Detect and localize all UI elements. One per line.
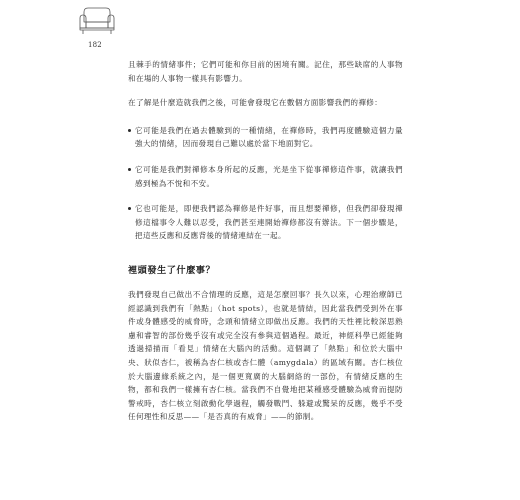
page-number: 182 xyxy=(88,41,102,49)
list-item xyxy=(128,124,403,151)
bullet-text: 它可能是我們對禪修本身所起的反應，光是坐下從事禪修這件事，就讓我們感到極為不悅和不安。 xyxy=(135,164,403,188)
section-body: 我們發現自己做出不合情理的反應，這是怎麼回事？長久以來，心理治療師已經認識到我們有「熱點」（hot spots），也就是情結，因此當我們受到外在事件或身體感受的威脅時，念頭和情緒立即做出反應。我們的天性裡比較深思熟慮和睿智的部份幾乎沒有或完全沒有參與這個過程。最近，神經科學已經能夠透過掃描而「看見」情緒在大腦內的活動。這個調了「熱點」和位於大腦中央、狀似杏仁，被稱為杏仁核或杏仁體（amygdala）的區域有關。杏仁核位於大腦邊緣系統之內，是一個更寬廣的大腦網絡的一部份，有情緒反應的生物，都和我們一樣擁有杏仁核。當我們不自覺地把某種感受體驗為威脅而提防警戒時，杏仁核立刻啟動化學過程，觸發戰鬥、躲避或驚呆的反應，幾乎不受任何理性和反思——「是否真的有威脅」——的節制。 xyxy=(128,289,403,422)
page-content xyxy=(128,58,403,424)
paragraph-intro: 且棘手的情緒事件；它們可能和你目前的困境有關。記住，那些缺席的人事物和在場的人事物一樣具有影響力。 xyxy=(128,60,403,83)
bullet-text: 它可能是我們在過去體驗到的一種情緒，在禪修時，我們再度體驗這個力量強大的情緒，因而發現自己難以處於當下地面對它。 xyxy=(135,125,403,149)
list-item xyxy=(128,202,403,243)
bullet-text: 它也可能是，即便我們認為禪修是件好事，而且想要禪修，但我們卻發現禪修這檔事令人難以忍受，我們甚至連開始禪修都沒有辦法。下一個步驟是，把這些反應和反應背後的情緒連結在一起。 xyxy=(135,204,403,241)
bullet-icon xyxy=(128,168,131,171)
bullet-list xyxy=(128,124,403,243)
sofa-icon xyxy=(78,6,116,36)
section-heading: 裡頭發生了什麼事？ xyxy=(128,264,216,276)
bullet-icon xyxy=(128,129,131,132)
list-item xyxy=(128,163,403,190)
bullet-icon xyxy=(128,207,131,210)
paragraph-effects: 在了解是什麼造就我們之後，可能會發現它在數個方面影響我們的禪修： xyxy=(128,98,383,108)
